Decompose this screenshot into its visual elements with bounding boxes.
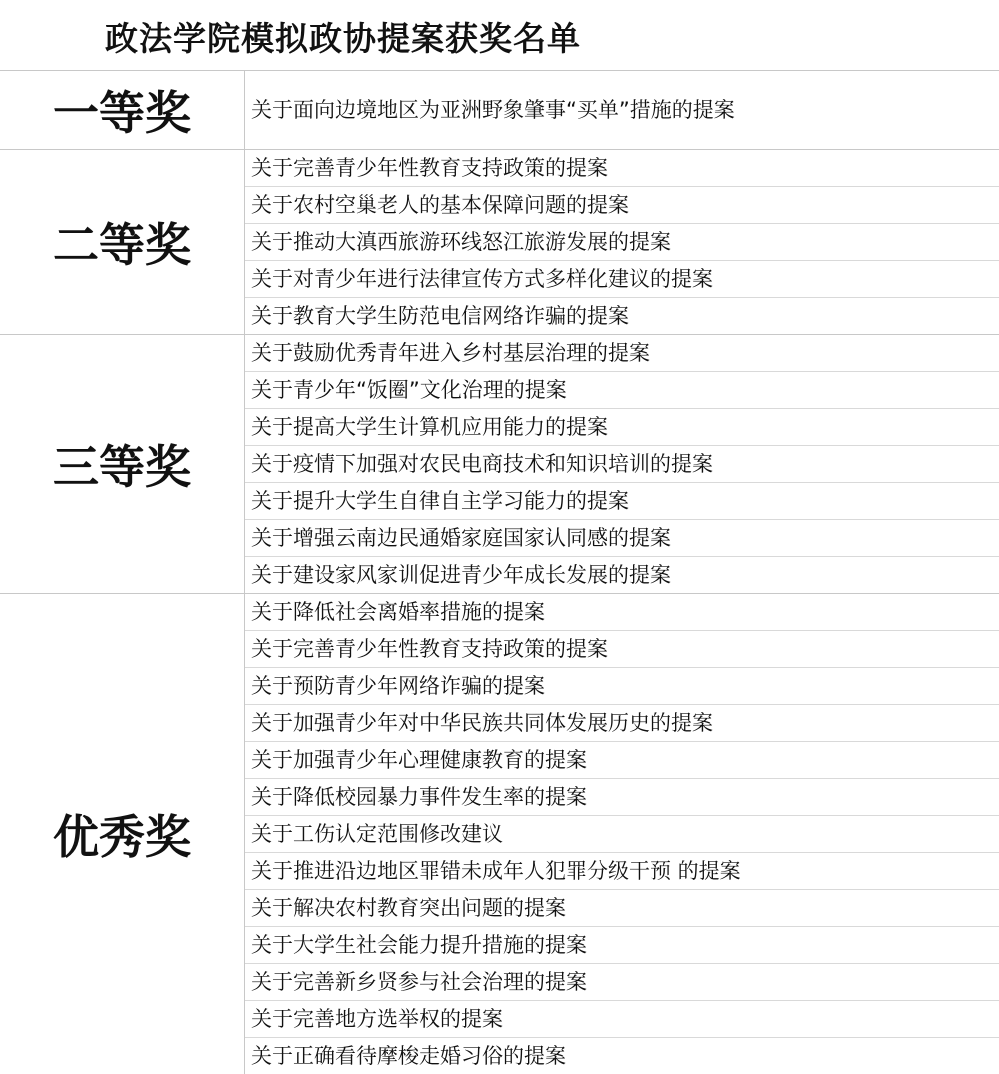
page-title: 政法学院模拟政协提案获奖名单: [105, 19, 581, 58]
proposal-item: 关于面向边境地区为亚洲野象肇事“买单”措施的提案: [251, 98, 735, 122]
proposal-item: 关于增强云南边民通婚家庭国家认同感的提案: [245, 520, 999, 557]
proposal-item: 关于疫情下加强对农民电商技术和知识培训的提案: [245, 446, 999, 483]
proposal-list: [245, 150, 999, 334]
proposal-item: 关于完善青少年性教育支持政策的提案: [245, 631, 999, 668]
proposal-item: 关于教育大学生防范电信网络诈骗的提案: [251, 304, 629, 328]
proposal-item: 关于正确看待摩梭走婚习俗的提案: [251, 1044, 566, 1068]
proposal-list: [245, 335, 999, 593]
award-level-label: 优秀奖: [0, 594, 245, 1074]
award-group: [0, 335, 999, 594]
proposal-item: 关于解决农村教育突出问题的提案: [245, 890, 999, 927]
award-level-label: 一等奖: [0, 71, 245, 149]
award-level-label: 二等奖: [0, 150, 245, 334]
award-table: [0, 70, 999, 1074]
award-level-label: 三等奖: [0, 335, 245, 593]
award-group: [0, 71, 999, 150]
proposal-item: 关于对青少年进行法律宣传方式多样化建议的提案: [245, 261, 999, 298]
proposal-item: 关于降低社会离婚率措施的提案: [245, 594, 999, 631]
proposal-item: 关于降低校园暴力事件发生率的提案: [245, 779, 999, 816]
proposal-item: 关于预防青少年网络诈骗的提案: [245, 668, 999, 705]
award-group: [0, 150, 999, 335]
proposal-item: 关于农村空巢老人的基本保障问题的提案: [245, 187, 999, 224]
proposal-item: 关于完善新乡贤参与社会治理的提案: [245, 964, 999, 1001]
proposal-item: 关于建设家风家训促进青少年成长发展的提案: [251, 563, 671, 587]
proposal-item: 关于加强青少年心理健康教育的提案: [245, 742, 999, 779]
proposal-item: 关于完善地方选举权的提案: [245, 1001, 999, 1038]
proposal-item: 关于加强青少年对中华民族共同体发展历史的提案: [245, 705, 999, 742]
proposal-list: [245, 594, 999, 1074]
proposal-item: 关于工伤认定范围修改建议: [245, 816, 999, 853]
proposal-item: 关于推进沿边地区罪错未成年人犯罪分级干预 的提案: [245, 853, 999, 890]
proposal-item: 关于鼓励优秀青年进入乡村基层治理的提案: [245, 335, 999, 372]
proposal-item: 关于推动大滇西旅游环线怒江旅游发展的提案: [245, 224, 999, 261]
award-group: [0, 594, 999, 1074]
proposal-item: 关于完善青少年性教育支持政策的提案: [245, 150, 999, 187]
proposal-item: 关于青少年“饭圈”文化治理的提案: [245, 372, 999, 409]
proposal-item: 关于提高大学生计算机应用能力的提案: [245, 409, 999, 446]
proposal-list: [245, 71, 999, 149]
proposal-item: 关于提升大学生自律自主学习能力的提案: [245, 483, 999, 520]
proposal-item: 关于大学生社会能力提升措施的提案: [245, 927, 999, 964]
